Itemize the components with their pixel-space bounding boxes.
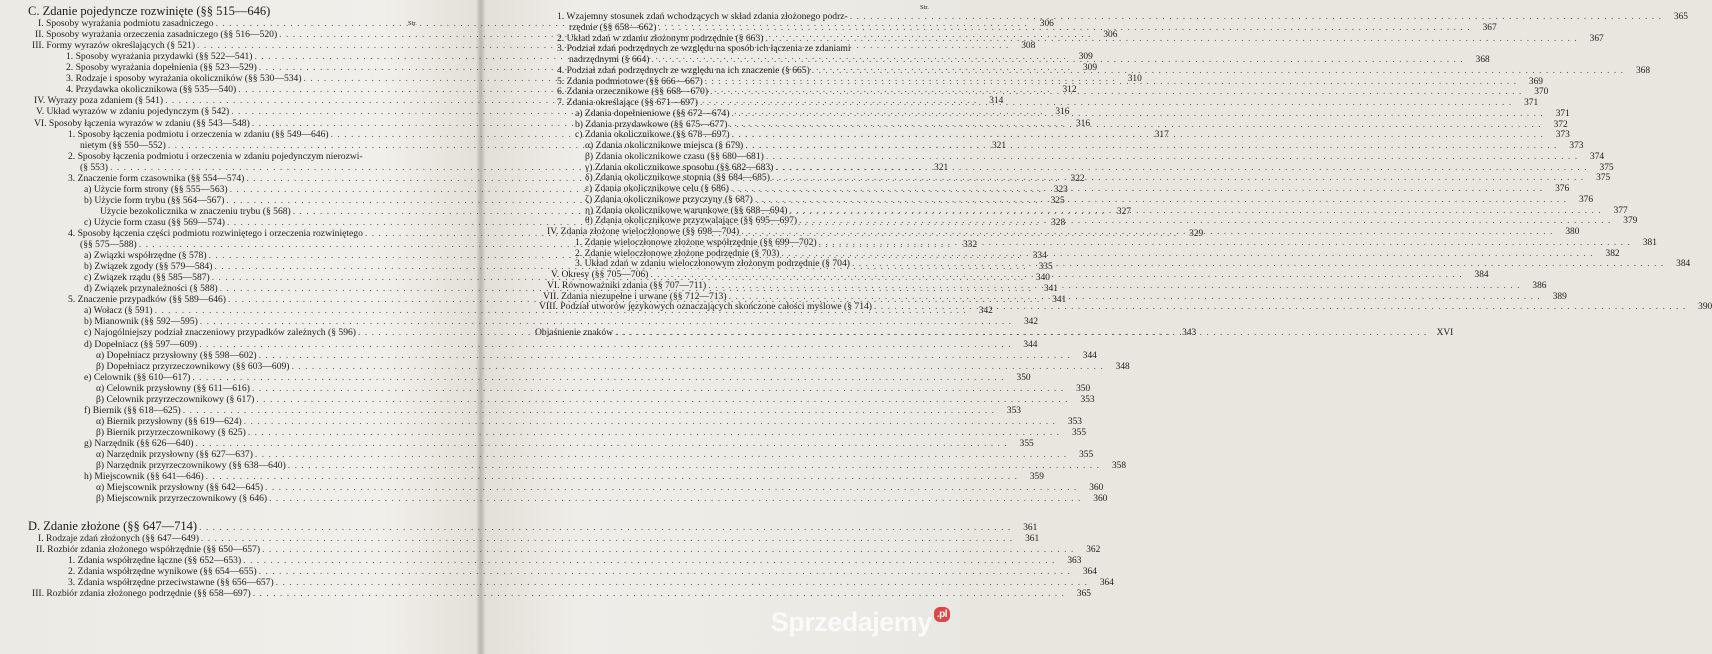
toc-page-number: 390 — [1698, 302, 1712, 313]
toc-page-number: 353 — [1067, 416, 1082, 427]
dot-leader — [192, 373, 1004, 383]
dot-leader — [262, 545, 1074, 555]
dot-leader — [183, 406, 995, 416]
toc-entry-title: 4. Przydawka okolicznikowa (§§ 535—540) — [66, 84, 237, 96]
dot-leader — [775, 163, 1587, 173]
dot-leader — [745, 141, 1557, 151]
toc-entry-title: D. Zdanie złożone (§§ 647—714) — [28, 518, 198, 533]
dot-leader — [259, 567, 1071, 577]
toc-entry-title: 6. Zdania orzecznikowe (§§ 668—670) — [557, 86, 709, 98]
toc-entry — [28, 6, 432, 18]
dot-leader — [292, 362, 1104, 372]
toc-page-number: 325 — [1050, 195, 1065, 206]
toc-entry — [28, 482, 1104, 494]
toc-page-number: 348 — [1115, 361, 1130, 372]
dot-leader — [269, 494, 1081, 504]
toc-entry-title: β) Narzędnik przyrzeczownikowy (§§ 638—640) — [96, 460, 286, 472]
toc-entry — [535, 150, 1605, 162]
dot-leader — [819, 238, 1631, 251]
toc-entry — [28, 382, 1091, 394]
toc-page-number: 360 — [1093, 494, 1108, 505]
dot-leader — [850, 12, 1662, 22]
toc-entry — [28, 518, 1038, 533]
toc-page-number: 371 — [1524, 98, 1539, 108]
toc-page-number: 365 — [1673, 12, 1688, 22]
toc-entry — [28, 316, 1039, 328]
toc-page-number: 365 — [1076, 589, 1091, 600]
toc-entry-title: IV. Wyrazy poza zdaniem (§ 541) — [34, 95, 164, 107]
page-column-label: Str. — [920, 4, 929, 11]
toc-entry-title: 5. Znaczenie przypadków (§§ 589—646) — [68, 294, 226, 306]
toc-page-number: 375 — [1599, 162, 1614, 173]
toc-entry — [28, 554, 1082, 566]
toc-entry-title: a) Wołacz (§ 591) — [84, 305, 153, 317]
toc-page-number: 359 — [1029, 472, 1044, 483]
toc-page-number: 360 — [1089, 483, 1104, 494]
toc-entry — [28, 404, 1021, 416]
dot-leader — [651, 55, 1463, 65]
toc-page-number: 309 — [1078, 52, 1093, 63]
dot-leader — [732, 109, 1544, 119]
toc-page-number: 322 — [1070, 173, 1085, 184]
toc-page-number: 350 — [1016, 372, 1031, 383]
toc-page-number: 372 — [1553, 119, 1568, 130]
toc-entry — [28, 449, 1094, 460]
toc-entry-title: 1. Sposoby wyrażania przydawki (§§ 522—541) — [66, 51, 253, 63]
toc-page-number: 376 — [1555, 184, 1570, 194]
toc-entry — [28, 152, 432, 162]
toc-page-number: 363 — [1067, 555, 1082, 566]
toc-page-number: 384 — [1676, 259, 1691, 270]
dot-leader — [812, 66, 1624, 76]
toc-entry-title: 2. Zdanie wieloczłonowe złożone podrzędnie (§ 703) — [575, 247, 780, 259]
toc-entry — [28, 360, 1130, 372]
toc-entry-title: VII. Zdania niezupełne i urwane (§§ 712—713) — [543, 290, 727, 302]
toc-page-number: 344 — [1082, 350, 1097, 361]
toc-entry-title: I. Sposoby wyrażania podmiotu zasadniczego — [38, 18, 214, 30]
toc-entry-title: (§ 553) — [80, 161, 108, 173]
toc-page-number: 361 — [1025, 533, 1040, 544]
dot-leader — [256, 395, 1068, 405]
toc-entry-title: f) Biernik (§§ 618—625) — [84, 404, 181, 416]
toc-entry — [28, 565, 1097, 577]
toc-entry-title: 4. Podział zdań podrzędnych ze względu na ich znaczenie (§ 665) — [557, 64, 810, 76]
toc-entry — [28, 543, 1101, 555]
toc-page-number: 353 — [1080, 394, 1095, 405]
dot-leader — [201, 534, 1013, 544]
toc-entry — [28, 493, 1108, 505]
toc-page-number: 353 — [1006, 405, 1021, 416]
toc-entry-title: 3. Podział zdań podrzędnych ze względu na sposób ich łączenia ze zdaniami — [557, 43, 851, 55]
dot-leader — [766, 152, 1578, 162]
toc-page-number: 386 — [1532, 280, 1547, 291]
toc-entry-title: c) Najogólniejszy podział znaczeniowy przypadków zależnych (§ 596) — [84, 327, 356, 339]
toc-entry-title: c) Zdania okolicznikowe (§§ 678—697) — [575, 129, 730, 141]
dot-leader — [729, 120, 1541, 130]
toc-entry-title: Objaśnienie znaków — [535, 327, 614, 339]
toc-page-number: 309 — [1082, 63, 1098, 74]
toc-entry-title: α) Celownik przysłowny (§§ 611—616) — [96, 382, 250, 394]
toc-entry-title: VI. Sposoby łączenia wyrazów w zdaniu (§§ 543—548) — [34, 117, 250, 129]
toc-entry-title: C. Zdanie pojedyncze rozwinięte (§§ 515—646) — [28, 4, 271, 18]
toc-page-number: 364 — [1082, 566, 1097, 577]
toc-page-number: 355 — [1019, 438, 1034, 449]
dot-leader — [265, 483, 1077, 493]
toc-entry-title: α) Zdania okolicznikowe miejsca (§ 679) — [585, 140, 744, 151]
toc-page-number: 367 — [1482, 22, 1497, 33]
toc-page-number: 362 — [1086, 544, 1101, 555]
toc-page-number: XVI — [1436, 328, 1454, 339]
toc-entry — [28, 588, 1091, 600]
dot-leader — [705, 77, 1517, 87]
dot-leader — [741, 227, 1553, 237]
toc-page-number: 310 — [1127, 74, 1142, 85]
toc-page-number: 379 — [1623, 216, 1638, 227]
toc-entry-title: 3. Rodzaje i sposoby wyrażania okoliczników (§§ 530—534) — [66, 73, 302, 85]
toc-entry — [28, 505, 432, 515]
toc-page-number: 370 — [1534, 87, 1549, 98]
toc-entry-title: III. Rozbiór zdania złożonego podrzędnie (§§ 658—697) — [32, 588, 251, 600]
toc-page-number: 344 — [1023, 339, 1038, 350]
toc-entry-title: 2. Zdania współrzędne wynikowe (§§ 654—655) — [68, 565, 257, 577]
toc-entry-title: I. Rodzaje zdań złożonych (§§ 647—649) — [38, 532, 199, 544]
toc-page-number: 340 — [1035, 273, 1050, 284]
dot-leader — [243, 556, 1055, 566]
toc-entry-title: b) Użycie form trybu (§§ 564—567) — [84, 194, 225, 206]
toc-page-number: 358 — [1111, 461, 1126, 472]
dot-leader — [781, 249, 1593, 262]
toc-entry-title: II. Rozbiór zdania złożonego współrzędnie (§§ 650—657) — [36, 543, 261, 555]
toc-page-number: 329 — [1189, 229, 1204, 239]
dot-leader — [253, 589, 1065, 599]
toc-page-number: 334 — [1032, 251, 1047, 262]
toc-page-number: 381 — [1642, 237, 1657, 248]
dot-leader — [244, 417, 1056, 427]
toc-page-number: 368 — [1475, 55, 1490, 65]
toc-page-number: 332 — [962, 240, 977, 251]
dot-leader — [732, 130, 1544, 140]
toc-entry-title: III. Formy wyrazów określających (§ 521) — [32, 40, 196, 52]
toc-page-number: 342 — [978, 306, 993, 317]
toc-page-number: 376 — [1578, 194, 1594, 205]
toc-page-number: 382 — [1605, 248, 1620, 259]
toc-entry-title: θ) Zdania okolicznikowe przyzwalające (§§ 695—697) — [585, 215, 798, 227]
toc-page-number: 328 — [1051, 217, 1066, 228]
toc-page-number: 321 — [991, 140, 1007, 151]
toc-entry-title: a) Użycie form strony (§§ 555—563) — [84, 183, 228, 195]
toc-entry-title: nadrzędnymi (§ 664) — [569, 54, 650, 65]
toc-entry-title: (§§ 575—588) — [80, 239, 137, 251]
toc-page-number: 316 — [1075, 118, 1091, 129]
dot-leader — [615, 328, 1427, 338]
toc-entry-title: h) Miejscownik (§§ 641—646) — [84, 471, 204, 483]
toc-entry-title: rzędnie (§§ 658—662) — [569, 21, 657, 33]
toc-entry — [28, 393, 1095, 405]
toc-entry-title: 1. Zdania współrzędne łączne (§§ 652—653) — [68, 554, 242, 566]
toc-entry — [28, 349, 1097, 361]
toc-entry — [535, 11, 1688, 22]
toc-entry-title: VI. Równoważniki zdania (§§ 707—711) — [547, 279, 707, 291]
watermark-badge: .pl — [934, 607, 950, 622]
toc-entry-title: α) Narzędnik przysłowny (§§ 627—637) — [96, 449, 253, 460]
dot-leader — [199, 523, 1011, 533]
dot-leader — [288, 461, 1100, 471]
dot-leader — [650, 270, 1462, 280]
toc-entry-title: η) Zdania okolicznikowe warunkowe (§§ 688—694) — [585, 204, 788, 216]
toc-entry-title: d) Dopełniacz (§§ 597—609) — [84, 338, 198, 350]
toc-entry-title: 1. Zdanie wieloczłonowe złożone współrzędnie (§§ 699—702) — [575, 236, 817, 248]
toc-entry-title: ε) Zdania okolicznikowe celu (§ 686) — [585, 183, 729, 194]
toc-entry-title: 7. Zdania określające (§§ 671—697) — [557, 97, 698, 108]
toc-entry-title: β) Celownik przyrzeczownikowy (§ 617) — [96, 393, 255, 405]
toc-entry-title: IV. Zdania złożone wielocżłonowe (§§ 698—704) — [547, 226, 740, 237]
toc-page-number: 341 — [1043, 284, 1058, 295]
dot-leader — [252, 384, 1064, 394]
dot-leader — [799, 216, 1611, 226]
toc-entry-title: α) Biernik przysłowny (§§ 619—624) — [96, 415, 242, 427]
dot-leader — [729, 292, 1541, 302]
toc-entry-title: V. Okresy (§§ 705—706) — [551, 269, 649, 280]
toc-entry-title: ζ) Zdania okolicznikowe przyczyny (§ 687) — [585, 193, 753, 205]
toc-entry-title: b) Mianownik (§§ 592—595) — [84, 316, 198, 328]
toc-entry-title: II. Sposoby wyrażania orzeczenia zasadniczego (§§ 516—520) — [35, 29, 278, 41]
dot-leader — [789, 206, 1601, 216]
toc-entry-title: c) Użycie form czasu (§§ 569—574) — [84, 216, 225, 228]
toc-entry — [28, 338, 1038, 350]
dot-leader — [731, 184, 1543, 194]
toc-page-number: 355 — [1079, 450, 1094, 460]
toc-entry-title: γ) Zdania okolicznikowe sposobu (§§ 682—683) — [585, 161, 774, 173]
toc-entry-title: d) Związek przynależności (§ 588) — [84, 283, 218, 295]
dot-leader — [708, 281, 1520, 291]
toc-entry-title: b) Zdania przydawkowe (§§ 675—677) — [575, 118, 728, 130]
toc-page-number: 377 — [1613, 205, 1628, 216]
toc-entry-title: VIII. Podział utworów językowych oznaczających skończone całości myślowe (§ 714) — [539, 301, 872, 313]
toc-page-number: 371 — [1555, 108, 1570, 119]
toc-entry-title: δ) Zdania okolicznikowe stopnia (§§ 684—685) — [585, 172, 770, 184]
toc-entry-title: β) Zdania okolicznikowe czasu (§§ 680—681) — [585, 150, 764, 162]
toc-page-number: 367 — [1589, 33, 1604, 44]
toc-page-number: 314 — [989, 96, 1004, 107]
toc-page-number: 380 — [1565, 227, 1580, 237]
dot-leader — [196, 439, 1008, 449]
toc-page-number: 369 — [1528, 76, 1543, 87]
toc-page-number: 312 — [1062, 85, 1077, 96]
watermark-text: Sprzedajemy — [770, 607, 932, 637]
dot-leader — [206, 472, 1018, 482]
toc-page-number: 342 — [1023, 317, 1039, 328]
toc-entry-title: α) Dopełniacz przysłowny (§§ 598—602) — [96, 349, 257, 361]
toc-page-number: 335 — [1038, 262, 1053, 273]
toc-entry — [28, 426, 1087, 438]
toc-entry-title: c) Związek rządu (§§ 585—587) — [84, 272, 210, 284]
toc-entry-title: nietym (§§ 550—552) — [80, 139, 166, 151]
toc-entry-title: β) Miejscownik przyrzeczownikowy (§ 646) — [96, 493, 268, 505]
toc-page-number: 343 — [1182, 328, 1197, 339]
toc-entry — [28, 415, 1082, 427]
dot-leader — [772, 173, 1584, 183]
dot-leader — [259, 351, 1071, 361]
toc-page-number: 373 — [1555, 130, 1570, 141]
toc-entry — [28, 371, 1031, 383]
toc-entry-title: 2. Sposoby wyrażania dopełnienia (§§ 523—529) — [66, 62, 257, 74]
toc-entry-title: 1. Wzajemny stosunek zdań wchodzących w skład zdania złożonego podrz- — [557, 11, 848, 22]
toc-entry — [535, 161, 1614, 173]
dot-leader — [199, 340, 1011, 350]
toc-entry-title: Użycie bezokolicznika w znaczeniu trybu (§ 568) — [100, 205, 291, 217]
toc-page-number: 364 — [1099, 577, 1114, 588]
toc-page-number: 327 — [1116, 206, 1131, 217]
dot-leader — [658, 23, 1470, 33]
toc-page-number: 368 — [1635, 65, 1651, 76]
toc-page-number: 321 — [934, 162, 949, 173]
toc-page-number: 375 — [1596, 173, 1611, 184]
toc-entry-title: 1. Sposoby łączenia podmiotu i orzeczenia w zdaniu (§§ 549—646) — [68, 128, 329, 140]
dot-leader — [755, 195, 1567, 205]
toc-entry-title: 2. Układ zdań w zdaniu złożonym podrzędnie (§ 663) — [557, 32, 764, 44]
toc-page-number: 306 — [1103, 30, 1118, 41]
page-column-label: Str. — [408, 20, 417, 27]
toc-entry — [28, 460, 1126, 472]
toc-entry-title: 4. Sposoby łączenia części podmiotu rozwiniętego i orzeczenia rozwiniętego — [68, 228, 363, 239]
toc-entry-title: a) Związki współrzędne (§ 578) — [84, 250, 207, 262]
toc-entry-title: V. Układ wyrazów w zdaniu pojedynczym (§ 542) — [36, 106, 230, 118]
toc-entry-title: 3. Znaczenie form czasownika (§§ 554—574) — [68, 172, 245, 184]
toc-page-number: 384 — [1474, 270, 1489, 280]
toc-entry — [28, 471, 1044, 483]
toc-entry-title: 3. Zdania współrzędne przeciwstawne (§§ 656—657) — [68, 576, 274, 588]
toc-entry-title: g) Narzędnik (§§ 626—640) — [84, 437, 194, 449]
toc-page-number: 341 — [1052, 295, 1067, 306]
toc-entry — [535, 44, 947, 54]
toc-entry — [535, 313, 947, 323]
toc-entry — [28, 576, 1114, 588]
toc-page-number: 306 — [1039, 19, 1054, 30]
toc-entry-title: 5. Zdania podmiotowe (§§ 666—667) — [557, 75, 703, 87]
toc-page-number: 350 — [1076, 383, 1091, 394]
toc-entry-title: 3. Układ zdań w zdaniu wieloczłonowym złożonym podrzędnie (§ 704) — [575, 258, 850, 270]
toc-page-number: 323 — [1053, 184, 1068, 195]
toc-entry-title: α) Miejscownik przysłowny (§§ 642—645) — [96, 482, 264, 494]
toc-entry — [28, 437, 1034, 449]
dot-leader — [874, 302, 1686, 312]
dot-leader — [248, 428, 1060, 438]
toc-page-number: 317 — [1154, 129, 1169, 140]
toc-page-number: 373 — [1569, 141, 1584, 151]
toc-entry-title: β) Dopełniacz przyrzeczownikowy (§§ 603—609) — [96, 360, 290, 372]
dot-leader — [700, 98, 1512, 108]
toc-entry-title: a) Zdania dopełnieniowe (§§ 672—674) — [575, 107, 730, 119]
dot-leader — [255, 450, 1067, 460]
toc-entry-title: 2. Sposoby łączenia podmiotu i orzeczenia w zdaniu pojedynczym nierozwi- — [68, 150, 363, 162]
toc-page-number: 374 — [1590, 151, 1605, 162]
watermark-logo — [771, 607, 950, 638]
toc-entry-title: β) Biernik przyrzeczownikowy (§ 625) — [96, 426, 246, 438]
toc-page-number: 355 — [1071, 427, 1087, 438]
toc-entry-title: e) Celownik (§§ 610—617) — [84, 371, 191, 383]
dot-leader — [852, 259, 1664, 269]
dot-leader — [710, 87, 1522, 97]
toc-page-number: 316 — [1055, 107, 1070, 118]
toc-page-number: 361 — [1023, 522, 1038, 533]
dot-leader — [765, 34, 1577, 44]
toc-entry-title: b) Związek zgody (§§ 579—584) — [84, 261, 213, 273]
toc-page-number: 308 — [1021, 41, 1036, 52]
toc-page-number: 389 — [1552, 291, 1567, 302]
toc-entry — [28, 532, 1040, 544]
dot-leader — [276, 578, 1088, 588]
